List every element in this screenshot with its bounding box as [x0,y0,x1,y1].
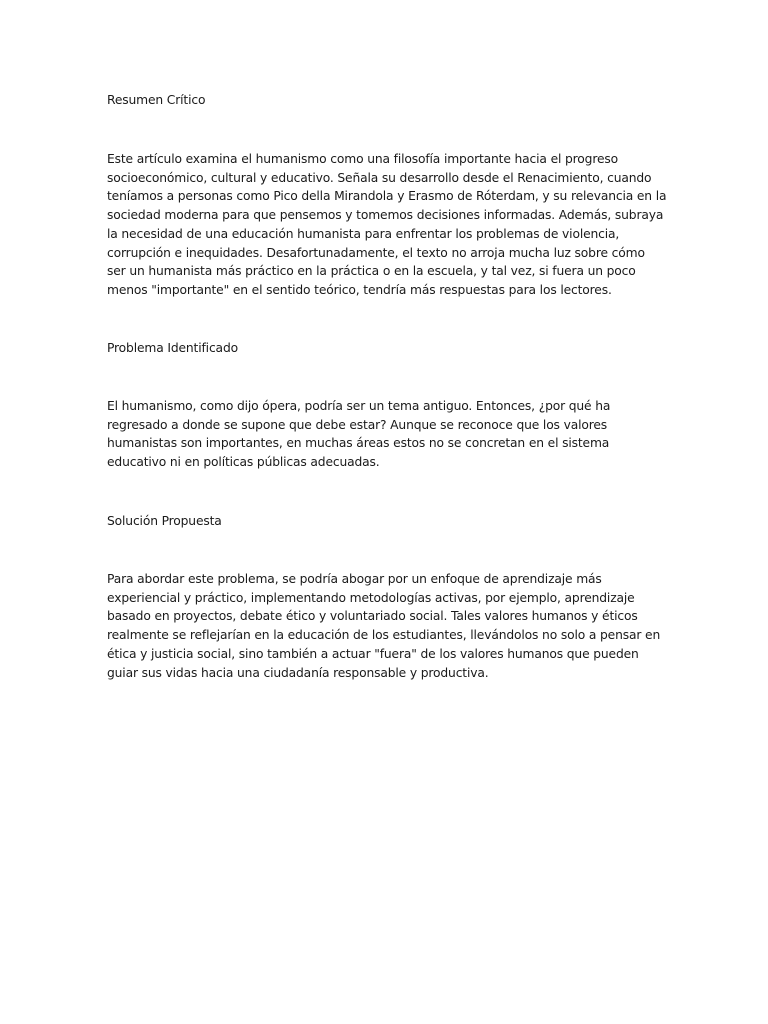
section-body-solucion-propuesta: Para abordar este problema, se podría abogar por un enfoque de aprendizaje más experiencial y práctico, implementando metodologías activas, por ejemplo, aprendizaje basado en proyectos, debate ético y voluntariado social. Tales valores humanos y éticos realmente se reflejarían en la educación de los estudiantes, llevándolos no solo a pensar en ética y justicia social, sino también a actuar "fuera" de los valores humanos que pueden guiar sus vidas hacia una ciudadanía responsable y productiva. [107,572,661,680]
section-heading-resumen-critico: Resumen Crítico [107,93,206,107]
section-heading-solucion-propuesta: Solución Propuesta [107,514,222,528]
section-body-resumen-critico: Este artículo examina el humanismo como una filosofía importante hacia el progreso socioeconómico, cultural y educativo. Señala su desarrollo desde el Renacimiento, cuando teníamos a personas como Pico della Mirandola y Erasmo de Róterdam, y su relevancia en la sociedad moderna para que pensemos y tomemos decisiones informadas. Además, subraya la necesidad de una educación humanista para enfrentar los problemas de violencia, corrupción e inequidades. Desafortunadamente, el texto no arroja mucha luz sobre cómo ser un humanista más práctico en la práctica o en la escuela, y tal vez, si fuera un poco menos "importante" en el sentido teórico, tendría más respuestas para los lectores. [107,152,667,297]
section-heading-problema-identificado: Problema Identificado [107,341,238,355]
section-body-problema-identificado: El humanismo, como dijo ópera, podría ser un tema antiguo. Entonces, ¿por qué ha regresado a donde se supone que debe estar? Aunque se reconoce que los valores humanistas son importantes, en muchas áreas estos no se concretan en el sistema educativo ni en políticas públicas adecuadas. [107,399,611,470]
